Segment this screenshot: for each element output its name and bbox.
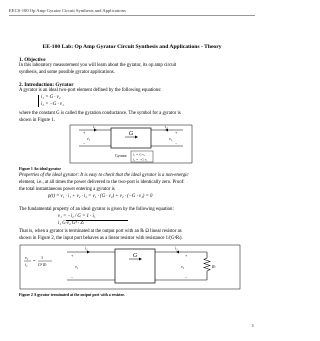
fundamental-after-line-1: That is, when a gyrator is terminated at the output port with an Rₗ Ω linear resistor as	[19, 229, 182, 234]
fig2-i2-label: i₂	[175, 245, 178, 251]
introduction-after-line-2: shown in Figure 1.	[19, 118, 55, 123]
fundamental-equation-2: i₁ G·v₂ G² · Zₗ	[58, 221, 84, 226]
fig1-v2-label: v₂	[169, 136, 173, 141]
fig2-minus-right: −	[185, 275, 188, 280]
load-resistor	[204, 252, 210, 280]
page-title: EE-100 Lab: Op Amp Gyrator Circuit Synthesis and Applications - Theory	[42, 44, 222, 50]
fig2-eq-lhs: v₁	[25, 255, 29, 260]
figure-1-gyrator-symbol	[69, 124, 193, 164]
fig2-eq-numerator: 1	[41, 255, 44, 260]
fig1-box-title: Gyrator	[115, 154, 127, 158]
fig1-plus-right: +	[175, 130, 178, 135]
fig1-box-eq-2: i₂ = −G v₁	[133, 157, 148, 162]
fig1-v1-label: v₁	[87, 136, 91, 141]
introduction-after-line-1: where the constant G is called the gyration conductance. The symbol for a gyrator is	[19, 111, 181, 116]
fig2-i1-label: i₁	[85, 245, 88, 251]
objective-heading: 1. Objective	[19, 57, 46, 63]
fig1-i2-label: i₂	[165, 124, 168, 129]
figure-2-caption: Figure 2 A gyrator terminated at the output port with a resistor.	[19, 293, 125, 297]
fig1-minus-right: −	[175, 141, 178, 146]
objective-line-2: synthesis, and some possible gyrator applications.	[19, 70, 115, 75]
properties-line-1: Properties of the ideal gyrator: It is easy to check that the ideal gyrator is a non-energic	[19, 173, 189, 178]
figure-2-terminated-gyrator	[19, 244, 241, 290]
fig2-eq-i1: i₁	[25, 262, 28, 267]
fig2-eq-equals: =	[33, 258, 36, 263]
objective-line-1: In this laboratory measurement you will learn about the gyrator, its op amp circuit	[19, 63, 177, 68]
fig1-box-eq-1: i₁ = G v₂	[133, 152, 146, 157]
header-rule	[9, 15, 255, 16]
fig2-eq-denominator: G² Rₗ	[38, 262, 47, 267]
power-equation: p(t) = v₁ · i₁ + v₂ · i₂ = v₁ · (G · v₂) + v₂ · (−G · v₁) = 0	[48, 194, 153, 199]
fig2-gyration-label: G	[132, 253, 138, 259]
properties-line-3: the total instantaneous power entering a gyrator is	[19, 187, 115, 192]
running-head: EECS-100 Op Amp Gyrator Circuit Synthesis and Applications	[9, 8, 126, 13]
fig1-i1-label: i₁	[93, 124, 96, 129]
fig2-v1-label: v₁	[75, 264, 79, 269]
figure-1-caption: Figure 1 An ideal gyrator	[19, 167, 62, 171]
fundamental-equation-1: v₁ = −i₂ / G = 1 · i₁	[58, 214, 96, 219]
fig2-plus-right: +	[185, 253, 188, 258]
fig1-plus-left: +	[83, 130, 86, 135]
introduction-line: A gyrator is an ideal two-port element defined by the following equations:	[19, 88, 162, 93]
fundamental-line: The fundamental property of an ideal gyrator is given by the following equation:	[19, 207, 174, 212]
fig2-v2-label: v₂	[181, 264, 185, 269]
fig1-minus-left: −	[83, 141, 86, 146]
figure-2-frame	[20, 245, 240, 289]
gyrator-equation-1: i₁ = G · v₂	[41, 95, 61, 100]
page-number: 1	[251, 323, 254, 328]
properties-line-2: element, i.e., at all times the power delivered to the two-port is identically zero. Proof:	[19, 180, 185, 185]
fundamental-after-line-2: shown in Figure 2, the input port behaves as a linear resistor with resistance 1/(G²Rₗ).	[19, 236, 183, 241]
fig2-plus-left: +	[71, 253, 74, 258]
gyrator-equation-2: i₂ = −G · v₁	[41, 102, 64, 107]
introduction-heading: 2. Introduction: Gyrator	[19, 82, 74, 88]
fig2-minus-left: −	[71, 275, 74, 280]
equation-brace	[38, 95, 41, 107]
gyration-label: G	[128, 131, 134, 137]
fig2-rl-label: Rₗ	[212, 264, 216, 269]
